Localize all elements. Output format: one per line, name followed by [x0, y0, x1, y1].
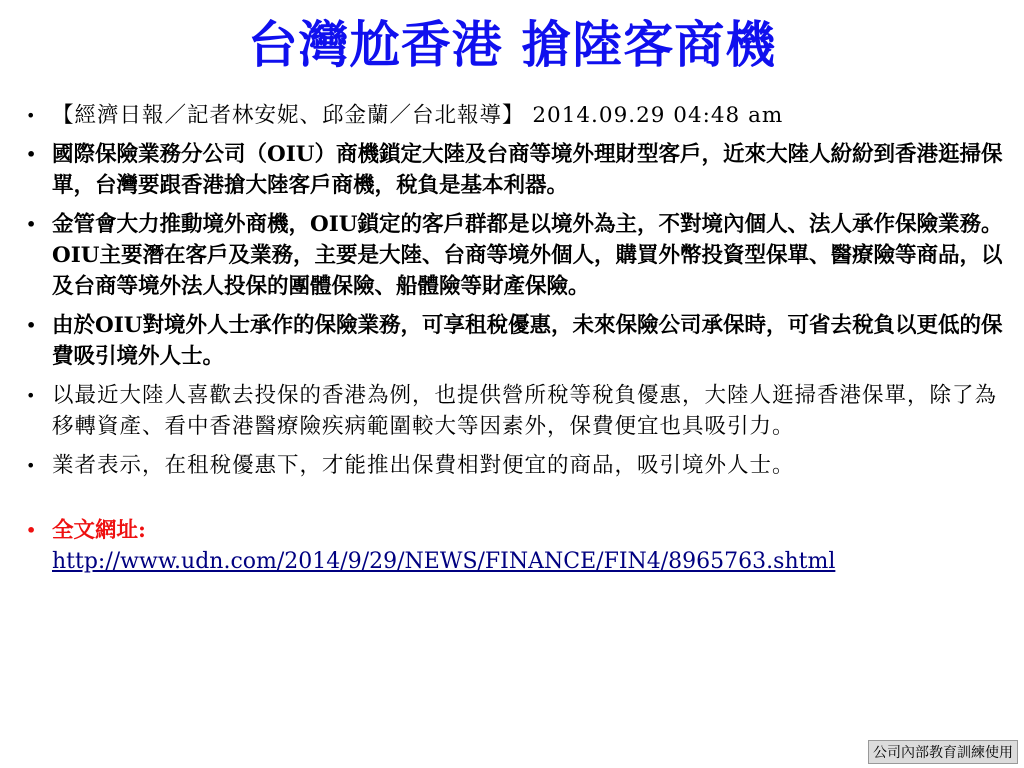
bullet-text: 業者表示，在租稅優惠下，才能推出保費相對便宜的商品，吸引境外人士。	[52, 453, 795, 478]
bullet-dot-icon: •	[26, 316, 37, 335]
bullet-dot-icon: •	[26, 145, 37, 164]
full-article-label: 全文網址:	[52, 518, 146, 543]
bullet-dot-icon: •	[26, 386, 37, 405]
bullet-item-full-article	[0, 515, 1024, 577]
internal-use-badge: 公司內部教育訓練使用	[868, 740, 1018, 764]
bullet-text: 金管會大力推動境外商機，OIU鎖定的客戶群都是以境外為主，不對境內個人、法人承作保險業務。OIU主要潛在客戶及業務，主要是大陸、台商等境外個人，購買外幣投資型保單、醫療險等商品，以及台商等境外法人投保的團體保險、船體險等財產保險。	[52, 212, 1003, 299]
bullet-item-oiu-intro	[0, 139, 1024, 201]
full-article-link[interactable]: http://www.udn.com/2014/9/29/NEWS/FINANCE/FIN4/8965763.shtml	[52, 549, 836, 574]
page-title: 台灣尬香港 搶陸客商機	[247, 16, 777, 74]
bullet-dot-icon: •	[26, 215, 37, 234]
bullet-item-hk-example	[0, 380, 1024, 442]
bullet-list	[0, 100, 1024, 585]
bullet-text: 由於OIU對境外人士承作的保險業務，可享租稅優惠，未來保險公司承保時，可省去稅負以更低的保費吸引境外人士。	[52, 313, 1003, 369]
bullet-dot-icon: •	[26, 106, 37, 125]
bullet-text: 國際保險業務分公司（OIU）商機鎖定大陸及台商等境外理財型客戶，近來大陸人紛紛到香港逛掃保單，台灣要跟香港搶大陸客戶商機，稅負是基本利器。	[52, 142, 1003, 198]
bullet-text: 【經濟日報／記者林安妮、邱金蘭／台北報導】 2014.09.29 04:48 am	[52, 103, 784, 128]
bullet-item-source	[0, 100, 1024, 131]
bullet-item-tax-benefit	[0, 310, 1024, 372]
bullet-text: 以最近大陸人喜歡去投保的香港為例，也提供營所稅等稅負優惠，大陸人逛掃香港保單，除了為移轉資產、看中香港醫療險疾病範圍較大等因素外，保費便宜也具吸引力。	[52, 383, 998, 439]
bullet-item-fsc-policy	[0, 209, 1024, 302]
bullet-dot-icon: •	[26, 521, 37, 540]
bullet-dot-icon: •	[26, 456, 37, 475]
bullet-item-industry-view	[0, 450, 1024, 481]
